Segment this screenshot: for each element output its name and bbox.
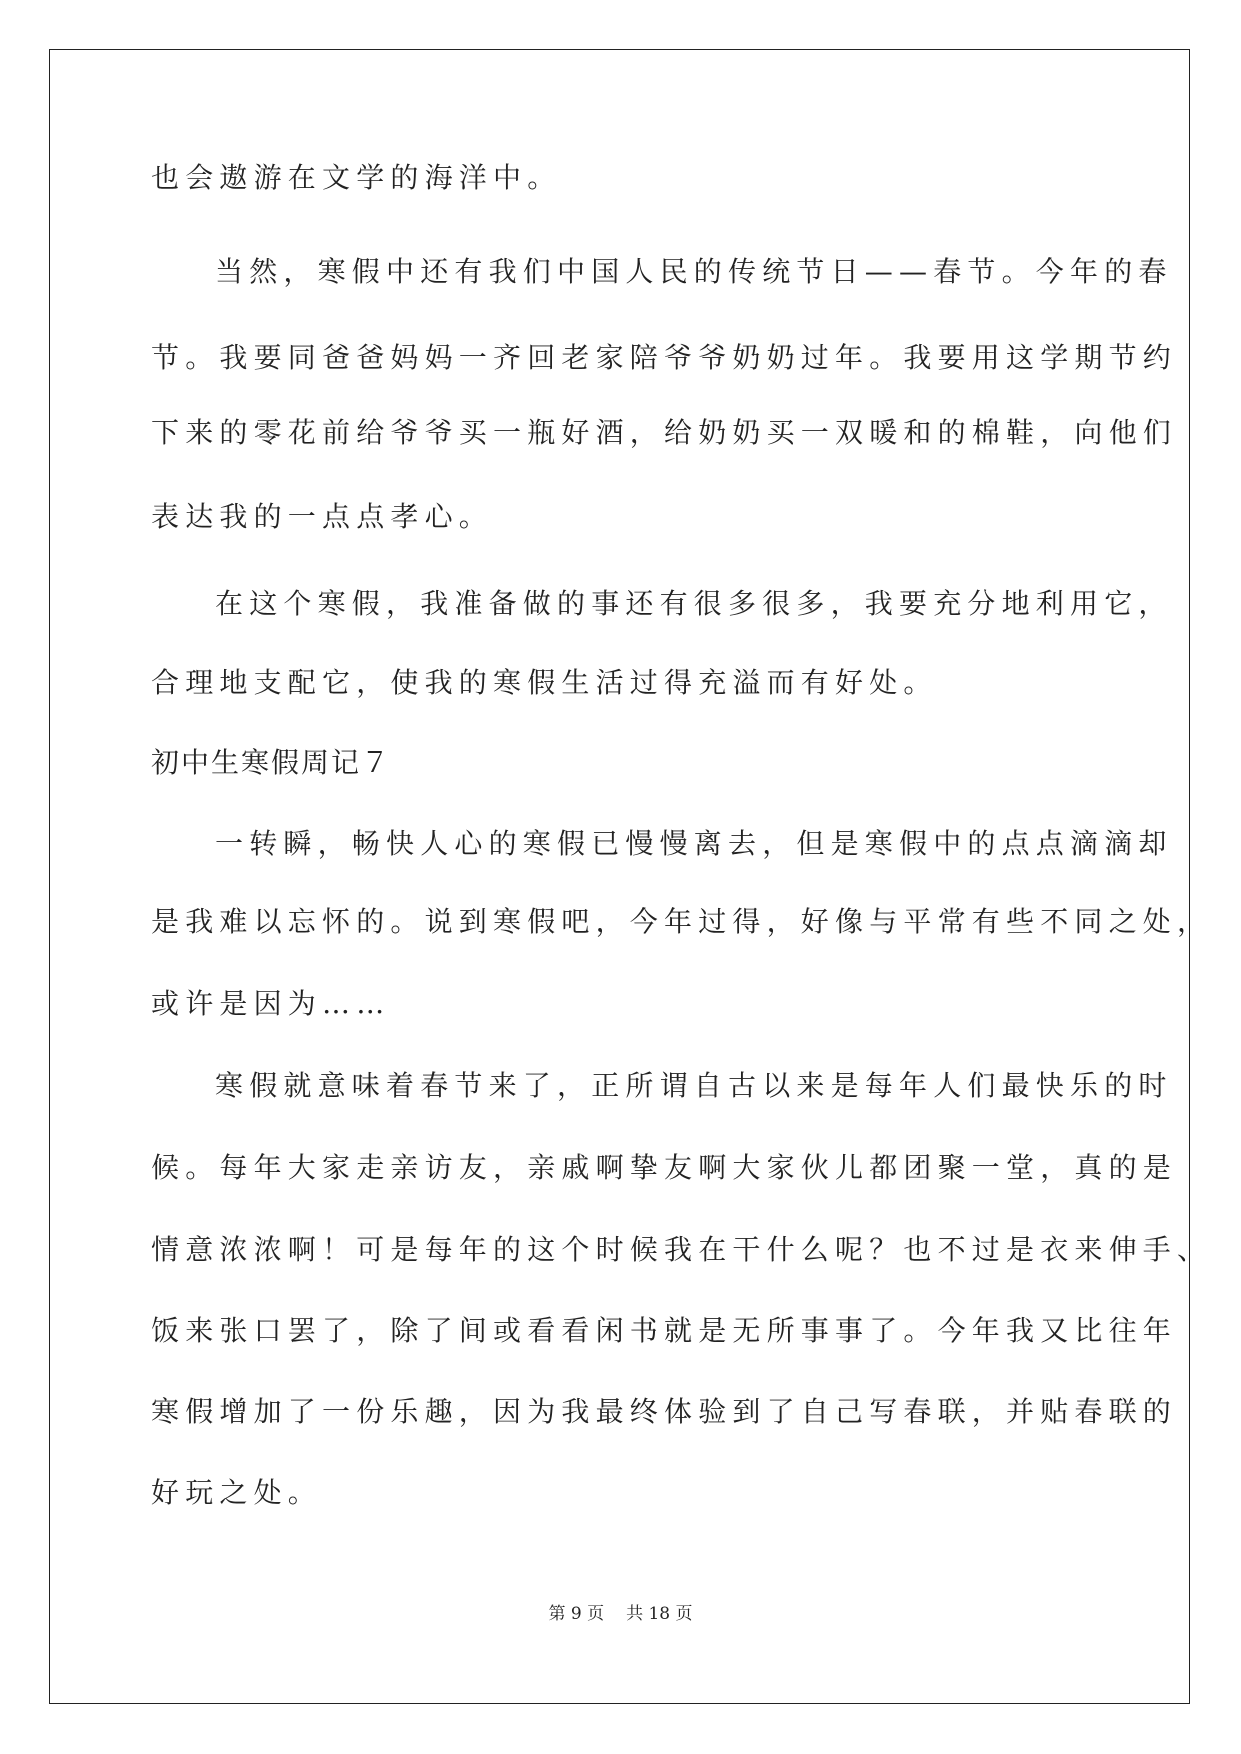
body-line: 下来的零花前给爷爷买一瓶好酒，给奶奶买一双暖和的棉鞋，向他们 <box>151 416 1178 449</box>
body-line: 也会遨游在文学的海洋中。 <box>151 161 562 194</box>
body-line: 饭来张口罢了，除了间或看看闲书就是无所事事了。今年我又比往年 <box>151 1314 1178 1347</box>
body-line: 在这个寒假，我准备做的事还有很多很多，我要充分地利用它， <box>215 587 1173 620</box>
body-line: 一转瞬，畅快人心的寒假已慢慢离去，但是寒假中的点点滴滴却 <box>215 827 1173 860</box>
body-line: 合理地支配它，使我的寒假生活过得充溢而有好处。 <box>151 666 938 699</box>
page-number: 第 9 页 <box>548 1604 605 1624</box>
page-total: 共 18 页 <box>626 1604 693 1624</box>
body-line: 表达我的一点点孝心。 <box>151 500 494 533</box>
body-line: 当然，寒假中还有我们中国人民的传统节日——春节。今年的春 <box>215 255 1173 288</box>
body-line: 候。每年大家走亲访友，亲戚啊挚友啊大家伙儿都团聚一堂，真的是 <box>151 1151 1178 1184</box>
body-line: 好玩之处。 <box>151 1476 323 1509</box>
page-border <box>49 49 1190 1704</box>
body-line: 寒假增加了一份乐趣，因为我最终体验到了自己写春联，并贴春联的 <box>151 1395 1178 1428</box>
page-footer <box>0 1602 1241 1626</box>
body-line: 寒假就意味着春节来了，正所谓自古以来是每年人们最快乐的时 <box>215 1069 1173 1102</box>
body-line: 节。我要同爸爸妈妈一齐回老家陪爷爷奶奶过年。我要用这学期节约 <box>151 341 1178 374</box>
body-line: 情意浓浓啊！可是每年的这个时候我在干什么呢？也不过是衣来伸手、 <box>151 1233 1212 1266</box>
body-line: 或许是因为…… <box>151 987 391 1020</box>
body-line: 是我难以忘怀的。说到寒假吧，今年过得，好像与平常有些不同之处， <box>151 905 1212 938</box>
section-heading: 初中生寒假周记７ <box>151 746 392 779</box>
